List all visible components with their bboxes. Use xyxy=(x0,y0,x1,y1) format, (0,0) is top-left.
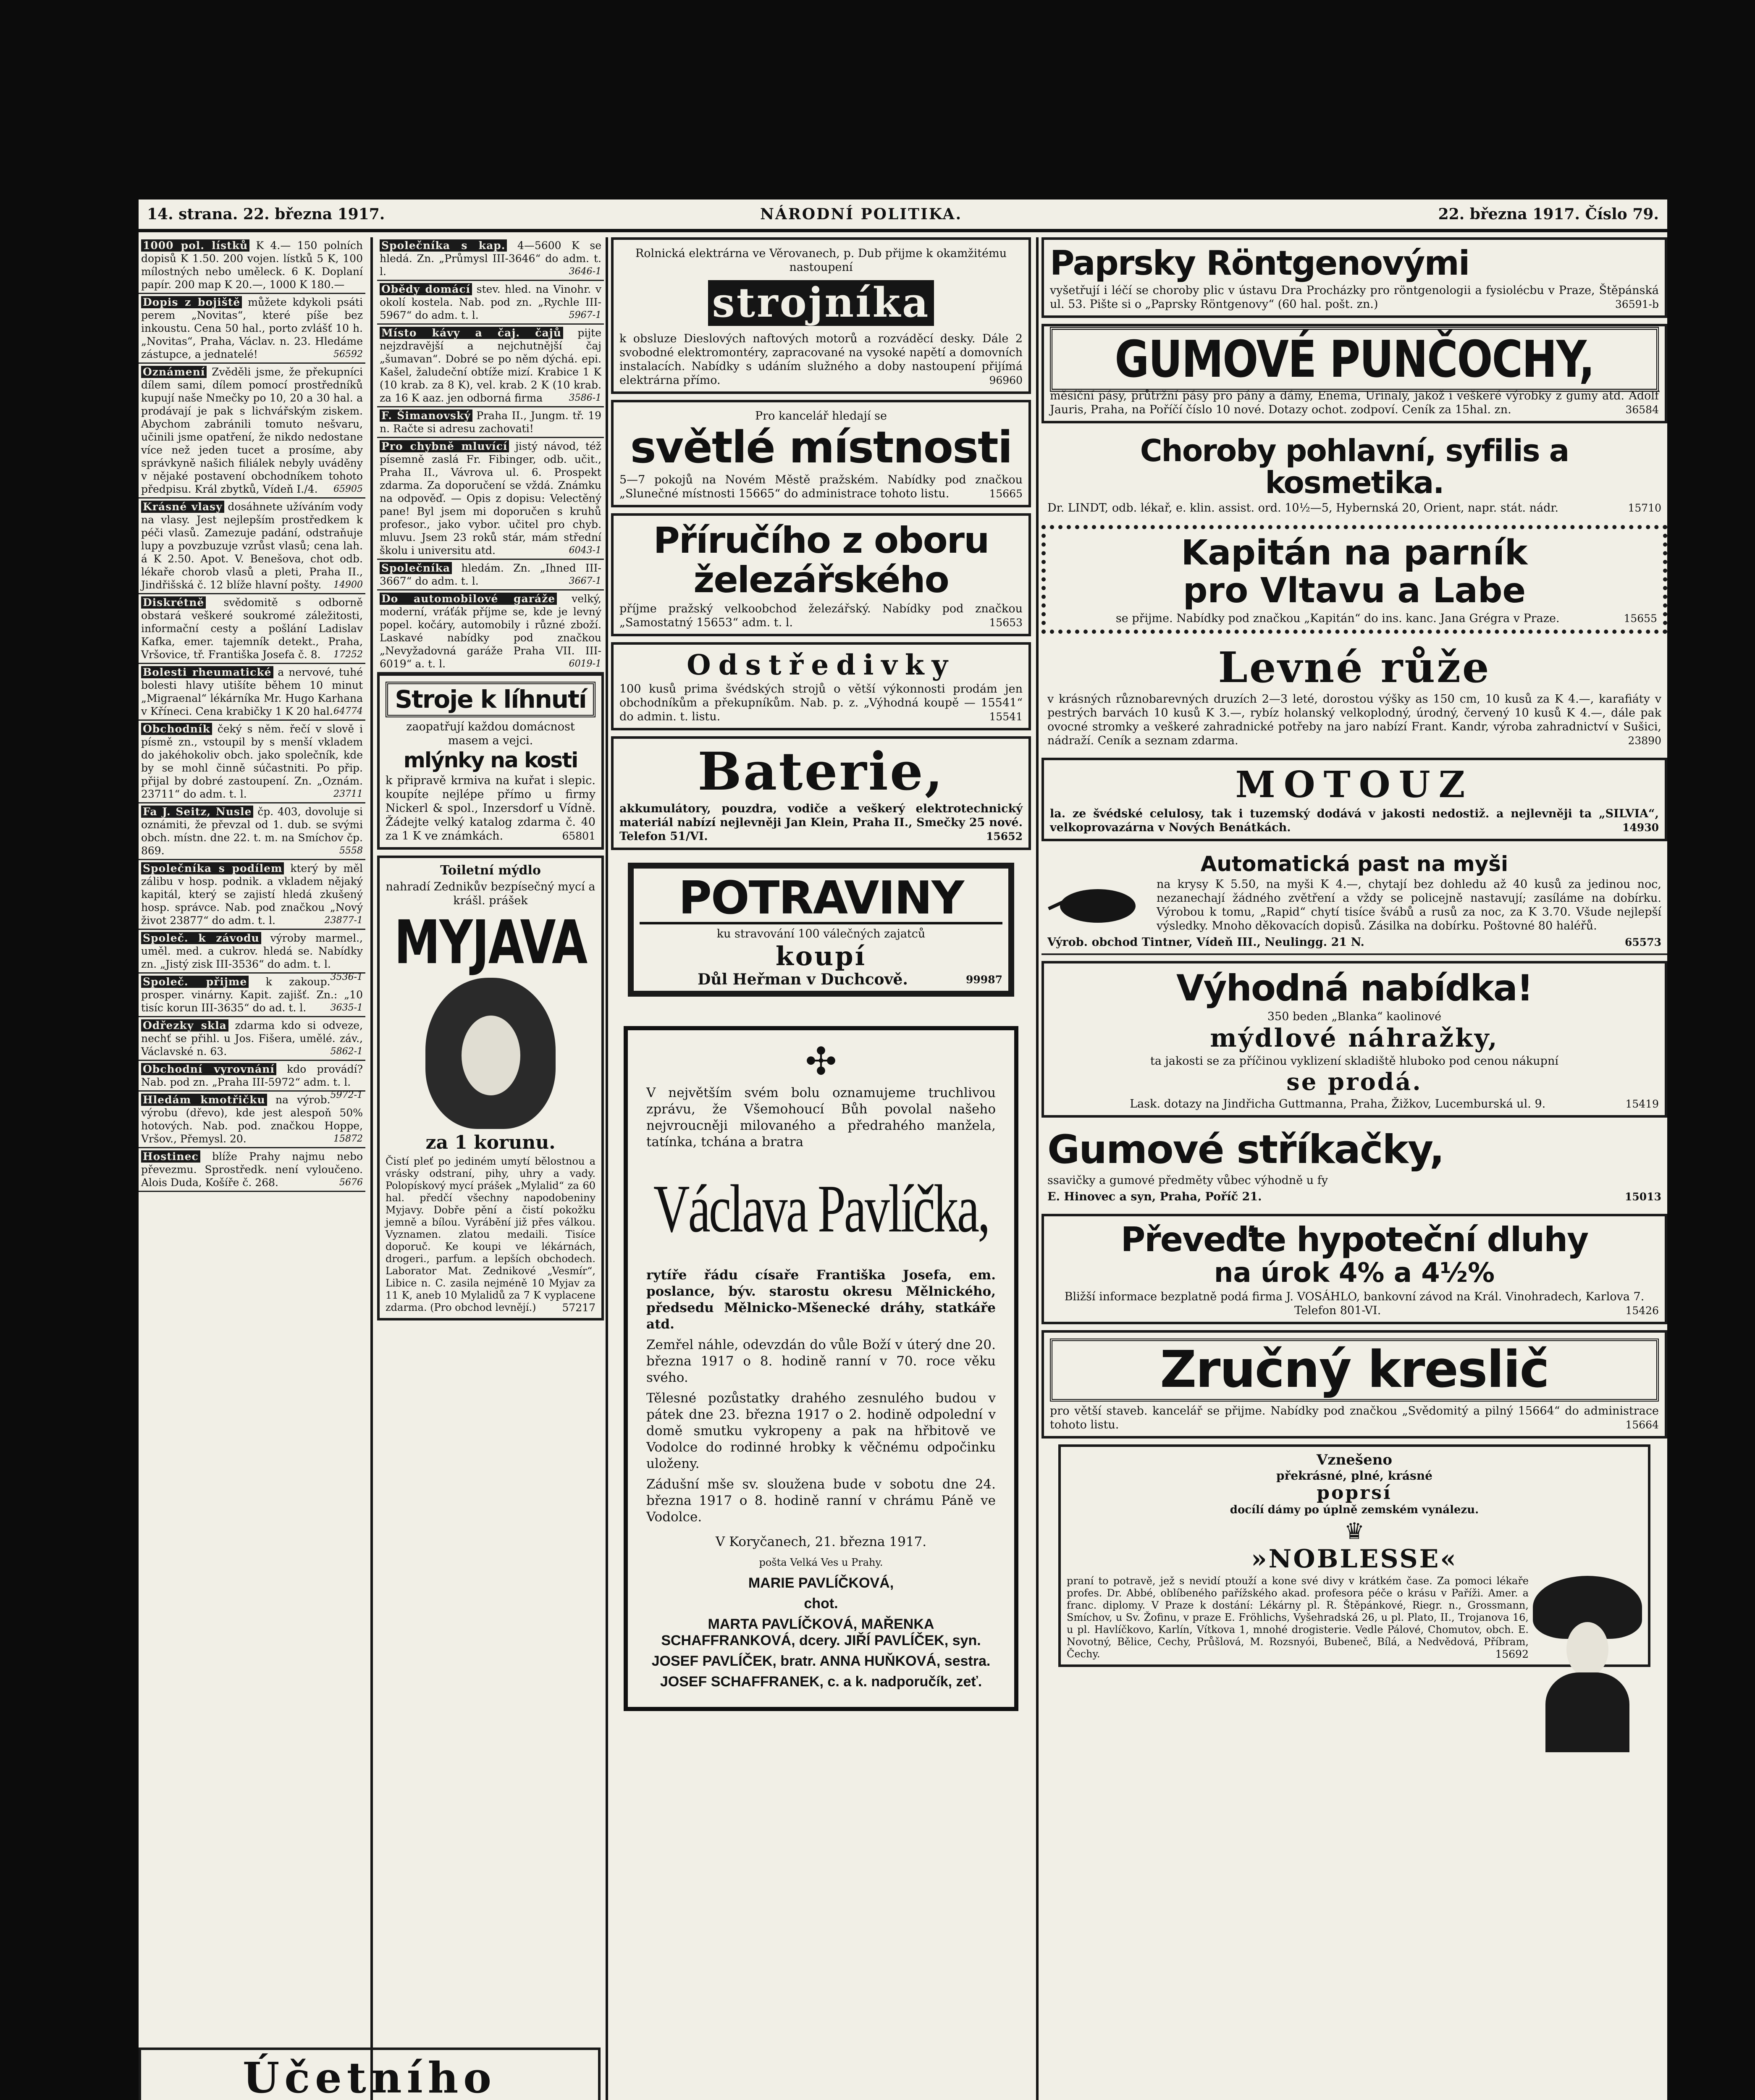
ad-text: Rolnická elektrárna ve Věrovanech, p. Dub přijme k okamžitému nastoupení xyxy=(635,247,1007,274)
ad-title: železářského xyxy=(693,559,949,601)
obituary-name: Václava Pavlíčka, xyxy=(653,1171,989,1246)
ad-title: GUMOVÉ PUNČOCHY, xyxy=(1050,327,1659,392)
ad-noblesse xyxy=(1058,1444,1650,1667)
classified-lead: Odřezky skla xyxy=(141,1019,228,1032)
ad-text: k připravě krmiva na kuřat i slepic. koupíte nejlépe přímo u firmy Nickerl & spol., Inzersdorf u Vídně. Žádejte velký katalog zdarma č. 40 za 1 K ve známkách. 65801 xyxy=(386,774,595,843)
classified-text: K 4.— 150 polních dopisů K 1.50. 200 vojen. lístků 5 K, 100 mílostných nebo uměleck. 6 K. Doplaní papír. 200 map K 20.—, 1000 K 180.— xyxy=(141,239,363,291)
classified-text: kdo provádí? Nab. pod zn. „Praha III-5972“ adm. t. l. xyxy=(141,1063,363,1088)
obituary-paragraph: Zádušní mše sv. sloužena bude v sobotu dne 24. března 1917 o 8. hodině ranní v chrámu Páně ve Vodolce. xyxy=(646,1476,996,1525)
ad-captain xyxy=(1041,525,1667,634)
column-rule xyxy=(606,237,608,2100)
classified-text: blíže Prahy najmu nebo převezmu. Sprostředk. není vyloučeno. Alois Duda, Košíře č. 268. xyxy=(141,1150,363,1189)
classified-item xyxy=(139,499,365,594)
classified-item xyxy=(139,594,365,664)
ad-text: měsíční pásy, průtržní pásy pro pány a dámy, Enema, Urinaly, jakož i veškeré výrobky z gumy atd. Adolf Jauris, Praha, na Poříčí číslo 10 nové. Dotazy ochot. zodpoví. Ceník za 15hal. zn. 36584 xyxy=(1050,389,1659,416)
ad-text: Čistí pleť po jediném umytí bělostnou a vrásky odstraní, pihy, uhry a vady. Polopískový mycí prášek „Mylalid“ za 60 hal. předčí všechny napodobeniny Myjavy. Dobře pění a čistí pokožku jemně a bílou. Vyrábění již přes válkou. Vyznamen. zlatou medaili. Tisíce doporuč. Ke koupi ve lékárnách, drogeri., parfum. a lepších obchodech. Laborator Mat. Zednikové „Vesmír“, Libice n. C. zasila nejméně 10 Myjav za 11 K, aneb 10 Mylalidů za 7 K vyplacene zdarma. (Pro obchod levnějí.) 57217 xyxy=(386,1155,595,1314)
ad-text: la. ze švédské celulosy, tak i tuzemský dodává v jakosti nedostiž. a nejlevněji ta „SILVIA“, velkoprovazárna v Nových Benátkách. 14930 xyxy=(1050,807,1659,834)
classified-text: svědomitě s odborně obstará veškeré soukromé záležitosti, informační cesty a pošlání Ladislav Kafka, emer. tajemník detekt., Praha, Vršovice, tř. Františka Josefa č. 8. xyxy=(141,596,363,661)
classified-code: 23711 xyxy=(333,789,363,799)
ad-incubators xyxy=(377,673,604,850)
column-rule xyxy=(1036,237,1039,2100)
obituary-post: pošta Velká Ves u Prahy. xyxy=(759,1556,883,1568)
ads-column-c xyxy=(611,237,1031,2100)
ad-accountant xyxy=(139,2048,601,2100)
ad-text: akkumulátory, pouzdra, vodiče a veškerý elektrotechnický materiál nabízí nejlevněji Jan Klein, Praha II., Smečky 25 nové. Telefon 51/VI. 15652 xyxy=(619,802,1023,843)
classified-item xyxy=(377,281,604,325)
classified-lead: Pro chybně mluvící xyxy=(380,440,509,452)
classified-code: 23877-1 xyxy=(324,915,363,926)
ad-separators xyxy=(611,642,1031,730)
ads-bottom-left xyxy=(139,2048,601,2100)
ad-text: příjme pražský velkoobchod železářský. Nabídky pod značkou „Samostatný 15653“ adm. t. l. 15653 xyxy=(619,602,1023,629)
header-date-right: 22. března 1917. Číslo 79. xyxy=(1438,205,1659,223)
crown-icon: ♛ xyxy=(1344,1517,1365,1544)
classified-text: stev. hled. na Vinohr. v okolí kostela. Nab. pod zn. „Rychle III-5967“ do adm. t. l. xyxy=(380,283,602,321)
classified-item xyxy=(377,591,604,673)
ad-kicker: poprsí xyxy=(1317,1482,1392,1504)
cross-icon: ✣ xyxy=(805,1039,837,1084)
classified-code: 65905 xyxy=(333,484,363,494)
ad-title: Stroje k líhnutí xyxy=(386,682,595,717)
ad-title: Účetního xyxy=(242,2053,496,2100)
ad-title: Příručího z oboru xyxy=(653,519,989,562)
classified-lead: Dopis z bojiště xyxy=(141,296,242,308)
classified-code: 3646-1 xyxy=(569,266,601,277)
classified-text: k zakoup. prosper. vinárny. Kapit. zajišť. Zn.: „10 tisíc korun III-3635“ do ad. t. l. xyxy=(141,976,363,1014)
classified-item xyxy=(139,664,365,721)
classified-lead: Obchodní vyrovnání xyxy=(141,1063,276,1075)
obituary-signature: MARTA PAVLÍČKOVÁ, MAŘENKA SCHAFFRANKOVÁ, dcery. JIŘÍ PAVLÍČEK, syn. xyxy=(661,1616,981,1648)
classified-lead: 1000 pol. lístků xyxy=(141,239,249,252)
classified-text: na výrob. výrobu (dřevo), kde jest alespoň 50% hotových. Nab. pod. značkou Hoppe, Vršov., Přemysl. 20. xyxy=(141,1094,363,1145)
ad-subtitle: mlýnky na kosti xyxy=(403,748,578,772)
obituary-signature: JOSEF SCHAFFRANEK, c. a k. nadporučík, zeť. xyxy=(660,1673,982,1690)
classified-text: čeký s něm. řečí v slově i písmě zn., vstoupil by s menší vkladem do jakéhokoliv obch. jako společník, kde by se mohl činně súčastniti. Po přip. přijal by dobré zastoupení. Zn. „Oznám. 23711“ do adm. t. l. xyxy=(141,723,363,800)
classified-code: 3536-1 xyxy=(330,972,363,982)
ad-mortgage xyxy=(1041,1214,1667,1324)
classifieds-column-b xyxy=(377,237,604,2100)
classified-text: čp. 403, dovoluje si oznámiti, že převzal od 1. dub. se svými obch. místn. dne 22. t. m. na Smíchov čp. 869. xyxy=(141,806,363,857)
obituary-paragraph: Zemřel náhle, odevzdán do vůle Boží v úterý dne 20. března 1917 o 8. hodině ranní v 70. roce věku svého. xyxy=(646,1337,996,1385)
ad-text: Dr. LINDT, odb. lékař, e. klin. assist. ord. 10½—5, Hybernská 20, Orient, napr. stát. nádr. 15710 xyxy=(1047,501,1661,515)
ad-twine xyxy=(1041,758,1667,841)
classified-item xyxy=(139,803,365,860)
classified-item xyxy=(139,237,365,294)
obituary-intro: V největším svém bolu oznamujeme truchlivou zprávu, že Všemohoucí Bůh povolal našeho nejvroucněji milovaného a předrahého manžela, tatínka, tchána a bratra xyxy=(646,1085,996,1150)
classified-code: 17252 xyxy=(333,649,363,660)
classified-code: 3586-1 xyxy=(569,393,601,403)
classified-lead: Hostinec xyxy=(141,1150,200,1163)
ad-mousetrap xyxy=(1041,847,1667,956)
ad-title: na úrok 4% a 4½% xyxy=(1214,1257,1495,1289)
classified-lead: Oznámení xyxy=(141,366,207,378)
ad-title: Choroby pohlavní, syfilis a kosmetika. xyxy=(1140,433,1569,500)
ad-text: Pro kancelář hledají se xyxy=(755,409,887,423)
classified-lead: Obchodník xyxy=(141,723,212,735)
ad-title: »NOBLESSE« xyxy=(1251,1544,1458,1574)
ad-subtitle: koupí xyxy=(775,941,867,972)
classified-item xyxy=(139,1017,365,1061)
ad-text: pro větší staveb. kancelář se přijme. Nabídky pod značkou „Svědomitý a pilný 15664“ do administrace tohoto listu. 15664 xyxy=(1050,1404,1659,1432)
ad-price: za 1 korunu. xyxy=(425,1132,556,1154)
ad-text: ssavičky a gumové předměty vůbec výhodně u fy xyxy=(1047,1173,1328,1187)
classified-item xyxy=(377,407,604,438)
classified-code: 5676 xyxy=(339,1177,363,1188)
classified-code: 14900 xyxy=(333,580,363,590)
ad-title: Gumové stříkačky, xyxy=(1047,1127,1444,1173)
classified-code: 64774 xyxy=(333,706,363,717)
obituary-titles: rytíře řádu císaře Františka Josefa, em. poslance, býv. starostu okresu Mělnického, předsedu Mělnicko-Mšenecké dráhy, statkáře atd. xyxy=(646,1267,996,1332)
classified-code: 5967-1 xyxy=(569,310,601,320)
ad-text: praní to potravě, jež s nevidí ptouží a kone své divy v krátkém čase. Za pomoci lékaře profes. Dr. Abbé, oblíbeného pařížského akad. profesora péče o krásu v Paříži. Amer. a franc. diplomy. V Praze k dostání: Lékárny pl. R. Štěpánkové, Riegr. n., Grossmann, Smíchov, u Sv. Žofinu, v praze E. Fröhlichs, Vyšehradská 26, u pl. Plato, II., Trojanova 16, u pl. Havlíčkovo, Karlín, Vítkova 1, mnohé drogisterie. Vedle Pálové, Chomutov, obch. E. Novotný, Bělice, Cechy, Průšlová, M. Rozsnyói, Bubeneč, Bílá, a Nedvědová, Příbram, Čechy. 15692 xyxy=(1067,1575,1529,1660)
ad-text: zaopatřují každou domácnost masem a vejci. xyxy=(406,720,575,747)
ad-title: Výhodná nabídka! xyxy=(1176,967,1532,1010)
rat-image xyxy=(1047,877,1157,927)
ad-title: pro Vltavu a Labe xyxy=(1183,571,1526,611)
ad-title: MOTOUZ xyxy=(1235,764,1474,806)
classified-lead: F. Šimanovský xyxy=(380,410,472,422)
ad-signer: Důl Heřman v Duchcově. 99987 xyxy=(698,970,1002,988)
obituary-notice xyxy=(624,1026,1018,1711)
ad-kicker: Toiletní mýdlo xyxy=(440,863,541,878)
classified-lead: Fa J. Seitz, Nusle xyxy=(141,806,253,818)
classified-text: Praha II., Jungm. tř. 19 n. Račte si adresu zachovati! xyxy=(380,410,601,435)
classified-text: jistý návod, též písemně zaslá Fr. Fibinger, odb. učit., Praha II., Vávrova ul. 6. Prospekt zdarma. Za doporučení se vždá. Známku na odpověď. — Opis z dopisu: Velectěný pane! Byl jsem mi doporučen s kruhů profesor., jako vybor. učitel pro chyb. mluvu. Jsem 23 roků stár, mám střední školu i universitu atd. xyxy=(380,440,601,556)
ad-text: k obsluze Dieslových naftových motorů a rozváděcí desky. Dále 2 svobodné elektromontéry, zapracované na vysoké napětí a domovních instalacích. Nabídky s udáním služného a doby nastoupení přijímá elektrárna přímo. 96960 xyxy=(619,332,1023,387)
classified-item xyxy=(139,294,365,364)
ad-signer: Výrob. obchod Tintner, Vídeň III., Neulingg. 21 N. 65573 xyxy=(1047,936,1661,949)
ad-text: nahradí Zednikův bezpísečný mycí a krášl. prášek xyxy=(386,880,595,907)
classified-text: a nervové, tuhé bolesti hlavy utišíte během 10 minut „Migraenal“ lékárníka Mr. Hugo Karhana v Kříneci. Cena krabičky 1 K 20 hal. xyxy=(141,666,363,717)
ad-rubber-syringes xyxy=(1041,1124,1667,1208)
ad-text: 5—7 pokojů na Novém Městě pražském. Nabídky pod značkou „Slunečné místnosti 15665“ do administrace tohoto listu. 15665 xyxy=(619,473,1023,500)
ad-title: MYJAVA xyxy=(394,907,587,977)
classified-item xyxy=(377,237,604,281)
masthead: NÁRODNÍ POLITIKA. xyxy=(760,205,963,223)
ad-title: strojníka xyxy=(708,280,934,326)
ad-text: ta jakosti se za příčinou vyklizení skladiště hluboko pod cenou nákupní xyxy=(1150,1055,1558,1068)
classified-lead: Diskrétně xyxy=(141,596,206,609)
obituary-signature: MARIE PAVLÍČKOVÁ, xyxy=(748,1575,894,1591)
classified-text: můžete kdykoli psáti perem „Novitas“, které píše bez inkoustu. Cena 50 hal., porto zvlášť 10 h. „Novitas“, Praha, Václav. n. 23. Hledáme zástupce, a jednatelé! xyxy=(141,296,363,360)
ad-machinist xyxy=(611,237,1031,394)
ad-text: 350 beden „Blanka“ kaolinové xyxy=(1267,1010,1442,1024)
classified-text: hledám. Zn. „Ihned III-3667“ do adm. t. l. xyxy=(380,562,601,587)
ad-title: Zručný kreslič xyxy=(1050,1339,1659,1402)
woman-portrait-image xyxy=(425,978,556,1129)
page-header xyxy=(139,200,1667,232)
classified-item xyxy=(377,325,604,407)
ad-title: POTRAVINY xyxy=(640,874,1002,924)
ad-signer: E. Hinovec a syn, Praha, Poříč 21. 15013 xyxy=(1047,1190,1661,1203)
classified-item xyxy=(377,560,604,591)
classified-item xyxy=(139,1148,365,1192)
classified-text: zdarma kdo si odveze, nechť se přihl. u Jos. Fišera, umělé. záv., Václavské n. 63. xyxy=(141,1019,363,1058)
classified-text: Zvěděli jsme, že překupníci dílem sami, dílem pomocí prostředníků kupují naše Nmečky po 10, 20 a 30 hal. a prodávají je pak s lichvářským ziskem. Abychom zabránili tomuto nešvaru, učinili jsme opatření, že nikdo nedostane více než jeden tucet a prosíme, aby správkyně našich filiálek nebyly uváděny v nějaké postavení obchodníkem tohoto předpisu. Král zbytků, Vídeň I./4. xyxy=(141,366,363,495)
obituary-paragraph: Tělesné pozůstatky drahého zesnulého budou v pátek dne 23. března 1917 o 2. hodině odpolední v domě smutku vykropeny a pak na hřbitově ve Vodolce do rodinné hrobky k věčnému odpočinku uloženy. xyxy=(646,1390,996,1471)
obituary-signature: JOSEF PAVLÍČEK, bratr. ANNA HUŇKOVÁ, sestra. xyxy=(651,1653,991,1669)
ad-batteries xyxy=(611,736,1031,850)
classified-lead: Společníka s kap. xyxy=(380,239,507,252)
obituary-signature: chot. xyxy=(804,1595,838,1612)
obituary-place: V Koryčanech, 21. března 1917. xyxy=(715,1534,927,1549)
ad-text: Lask. dotazy na Jindřicha Guttmanna, Praha, Žižkov, Lucemburská ul. 9. 15419 xyxy=(1130,1097,1659,1111)
ad-title: Paprsky Röntgenovými xyxy=(1050,244,1469,283)
classified-code: 5862-1 xyxy=(330,1046,363,1057)
classified-text: dosáhnete užíváním vody na vlasy. Jest nejlepším prostředkem k péči vlasů. Zamezuje padání, odstraňuje lupy a povzbuzuje vzrůst vlasů; cena lah. á K 2.50. Apot. V. Benešova, chot odb. lékaře chorob vlasů a pleti, Praha II., Jindřišská č. 12 blíže hlavní pošty. xyxy=(141,501,363,591)
ad-title: Levné růže xyxy=(1218,643,1491,693)
classified-text: 4—5600 K se hledá. Zn. „Průmysl III-3646“ do adm. t. l. xyxy=(380,239,601,278)
classified-item xyxy=(139,364,365,499)
classified-lead: Bolesti rheumatické xyxy=(141,666,273,678)
ad-title: Baterie, xyxy=(698,741,944,802)
ad-text: 100 kusů prima švédských strojů o větší výkonnosti prodám jen obchodníkům a překupníkům. Nab. p. z. „Výhodná koupě — 15541“ do admin. t. listu. 15541 xyxy=(619,682,1023,723)
classified-lead: Místo kávy a čaj. čajů xyxy=(380,327,563,339)
ad-rubber-stockings xyxy=(1041,324,1667,423)
ad-food-supplies xyxy=(628,863,1014,996)
newspaper-page xyxy=(139,200,1667,2100)
classified-code: 5972-1 xyxy=(330,1090,363,1100)
classified-lead: Do automobilové garáže xyxy=(380,593,557,605)
ad-text: ku stravování 100 válečných zajatců xyxy=(716,927,926,941)
header-date-left: 14. strana. 22. března 1917. xyxy=(147,205,385,223)
ad-subtitle: mýdlové náhražky, xyxy=(1210,1024,1499,1053)
ad-subtitle: se prodá. xyxy=(1286,1068,1422,1096)
classified-item xyxy=(139,721,365,803)
column-rule xyxy=(370,237,373,2100)
ad-kicker: překrásné, plné, krásné xyxy=(1276,1468,1432,1483)
classified-lead: Krásné vlasy xyxy=(141,501,224,513)
classified-code: 5558 xyxy=(339,845,363,856)
ad-office-rooms xyxy=(611,400,1031,507)
classified-code: 6043-1 xyxy=(569,545,601,556)
ad-xray xyxy=(1041,237,1667,318)
ad-text: Bližší informace bezplatně podá firma J. VOSÁHLO, bankovní závod na Král. Vinohradech, Karlova 7. Telefon 801-VI. 15426 xyxy=(1064,1290,1659,1318)
ad-hardware-clerk xyxy=(611,513,1031,636)
classified-text: který by měl zálibu v hosp. podnik. a vkladem nějaký kapitál, který se zajistí hledá zkušený hosp. správce. Nab. pod značkou „Nový život 23877“ do adm. t. l. xyxy=(141,862,363,927)
classified-lead: Obědy domácí xyxy=(380,283,472,295)
ad-text: se přijme. Nabídky pod značkou „Kapitán“ do ins. kanc. Jana Grégra v Praze. 15655 xyxy=(1115,612,1657,625)
classified-item xyxy=(377,438,604,560)
ad-draughtsman xyxy=(1041,1330,1667,1438)
classified-lead: Společníka xyxy=(380,562,452,574)
classified-lead: Společ. přijme xyxy=(141,976,249,988)
ad-text: vyšetřují i léčí se choroby plic v ústavu Dra Procházky pro röntgenologii a fysiolécbu v Praze, Štěpánská ul. 53. Pište si o „Paprsky Röntgenovy“ (60 hal. pošt. zn.) 36591-b xyxy=(1050,284,1659,311)
ad-soap-substitute xyxy=(1041,961,1667,1118)
classifieds-column-a xyxy=(139,237,365,2100)
classified-code: 3635-1 xyxy=(330,1003,363,1013)
classified-lead: Hledám kmotřičku xyxy=(141,1094,267,1106)
classified-code: 15872 xyxy=(333,1134,363,1144)
ad-title: Kapitán na parník xyxy=(1181,533,1528,573)
classified-code: 6019-1 xyxy=(569,659,601,669)
ad-title: Převeďte hypoteční dluhy xyxy=(1120,1220,1588,1259)
classified-lead: Společ. k závodu xyxy=(141,932,261,944)
ad-title: světlé místnosti xyxy=(630,421,1012,473)
classified-item xyxy=(139,860,365,930)
classified-text: velký, moderní, vráťák příjme se, kde je levný popel. kočáry, automobily i různé zboží. Laskavé nabídky pod značkou „Nevyžadovná garáže Praha VII. III-6019“ a. t. l. xyxy=(380,593,601,670)
ads-column-d xyxy=(1041,237,1667,2100)
ad-title: Odstředivky xyxy=(687,648,955,681)
ad-myjava-soap xyxy=(377,856,604,1320)
ad-kicker: docílí dámy po úplně zemském vynálezu. xyxy=(1230,1504,1479,1517)
classified-code: 3667-1 xyxy=(569,576,601,586)
classified-text: pijte nejzdravější a nejchutnější čaj „šumavan“. Dobré se po něm dýchá. epi. Kašel, žaludeční obtíže mizí. Krabice 1 K (10 krab. za 8 K), vel. krab. 2 K (10 krab. za 16 K aaz. jen odborná firma xyxy=(380,327,601,404)
ad-text: v krásných různobarevných druzích 2—3 leté, dorostou výšky as 150 cm, 10 kusů za K 4.—, karafiáty v pestrých barvách 10 kusů K 3.—, rybíz holanský velkoplodný, úrodný, červený 10 kusů K 4.—, dále pak ovocné stromky a veškeré zahradnické potřeby na jaro nabízí Frant. Kandr, výroba zahradnictví v Sušici, nádraží. Ceník a seznam zdarma. 23890 xyxy=(1047,693,1661,748)
ad-kicker: Vznešeno xyxy=(1316,1452,1393,1469)
classified-lead: Společníka s podílem xyxy=(141,862,284,874)
woman-illustration-image xyxy=(1533,1576,1642,1752)
ad-text: na krysy K 5.50, na myši K 4.—, chytají bez dohledu až 40 kusů za jedinou noc, nezanechají žádného zvětření a vždy se policejně nastavují; zasíláme na dobírku. Výrobou k tomu, „Rapid“ chytí tisíce švábů a rusů za noc, za K 3.70. Všude nejlepší výsledky. Mnoho děkovacích dopisů. Zásilka na dobírku. Poštovné 80 haléřů. xyxy=(1157,878,1661,933)
ad-venereal-clinic xyxy=(1041,429,1667,519)
ad-title: Automatická past na myši xyxy=(1200,851,1508,876)
ad-roses xyxy=(1041,640,1667,752)
classified-code: 56592 xyxy=(333,349,363,360)
classified-text: výroby marmel., uměl. med. a cukrov. hledá se. Nabídky zn. „Jistý zisk III-3536“ do adm. t. l. xyxy=(141,932,363,970)
